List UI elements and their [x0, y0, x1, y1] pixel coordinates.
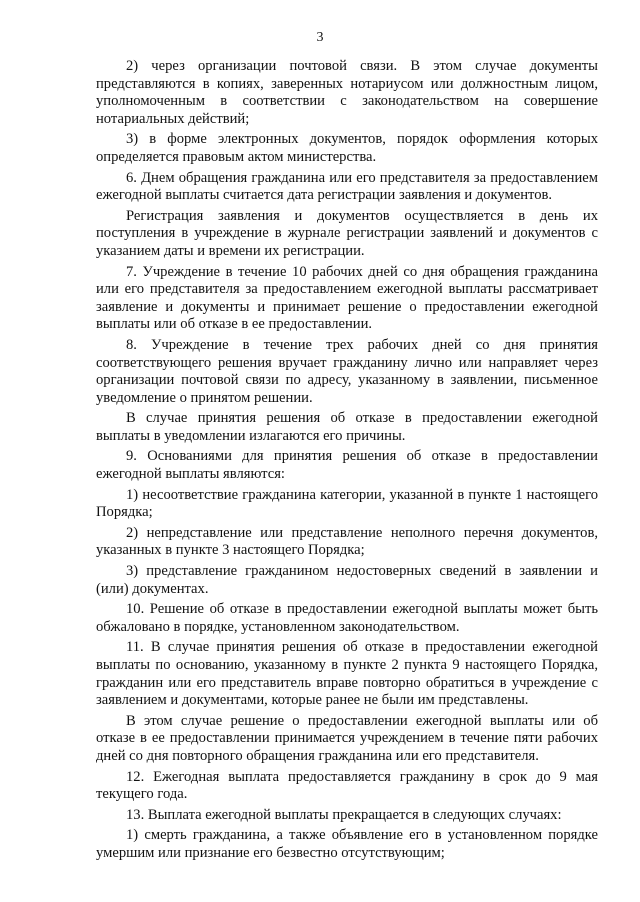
paragraph: 3) представление гражданином недостоверных сведений в заявлении и (или) документах. — [96, 563, 598, 597]
paragraph: 13. Выплата ежегодной выплаты прекращается в следующих случаях: — [126, 806, 562, 823]
paragraph: 2) через организации почтовой связи. В этом случае документы представляются в копиях, заверенных нотариусом или должностным лицом, уполномоченным в соответствии с законодательством на совершение нотариальных действий; — [96, 58, 598, 127]
paragraph: 9. Основаниями для принятия решения об отказе в предоставлении ежегодной выплаты являются: — [96, 448, 598, 483]
paragraph: В случае принятия решения об отказе в предоставлении ежегодной выплаты в уведомлении излагаются его причины. — [96, 410, 598, 444]
paragraph: 7. Учреждение в течение 10 рабочих дней со дня обращения гражданина или его представителя за предоставлением ежегодной выплаты рассматривает заявление и документы и принимает решение о предоставлении ежегодной выплаты или об отказе в ее предоставлении. — [96, 263, 598, 333]
paragraph: 10. Решение об отказе в предоставлении ежегодной выплаты может быть обжаловано в порядке, установленном законодательством. — [96, 601, 598, 635]
paragraph: 11. В случае принятия решения об отказе в предоставлении ежегодной выплаты по основанию, указанному в пункте 2 пункта 9 настоящего Порядка, гражданин или его представитель вправе повторно обратиться в учреждение с заявлением и документами, которые ранее не были им представлены. — [96, 639, 598, 709]
paragraph: 6. Днем обращения гражданина или его представителя за предоставлением ежегодной выплаты считается дата регистрации заявления и документов. — [96, 169, 598, 204]
paragraph: 8. Учреждение в течение трех рабочих дней со дня принятия соответствующего решения вручает гражданину лично или направляет через организации почтовой связи по адресу, указанному в заявлении, письменное уведомление о принятом решении. — [96, 336, 598, 406]
paragraph: В этом случае решение о предоставлении ежегодной выплаты или об отказе в ее предоставлении принимается учреждением в течение пяти рабочих дней со дня повторного обращения гражданина или его представителя. — [96, 712, 598, 764]
paragraph: Регистрация заявления и документов осуществляется в день их поступления в учреждение в журнале регистрации заявлений и документов с указанием даты и времени их регистрации. — [96, 207, 598, 259]
paragraph: 12. Ежегодная выплата предоставляется гражданину в срок до 9 мая текущего года. — [96, 768, 598, 803]
paragraph: 1) несоответствие гражданина категории, указанной в пункте 1 настоящего Порядка; — [96, 486, 598, 521]
page-number: 3 — [316, 30, 324, 45]
paragraph: 1) смерть гражданина, а также объявление его в установленном порядке умершим или признание его безвестно отсутствующим; — [96, 827, 598, 861]
paragraph: 2) непредставление или представление неполного перечня документов, указанных в пункте 3 настоящего Порядка; — [96, 524, 598, 559]
paragraph: 3) в форме электронных документов, порядок оформления которых определяется правовым актом министерства. — [96, 131, 598, 165]
document-body — [96, 58, 598, 866]
